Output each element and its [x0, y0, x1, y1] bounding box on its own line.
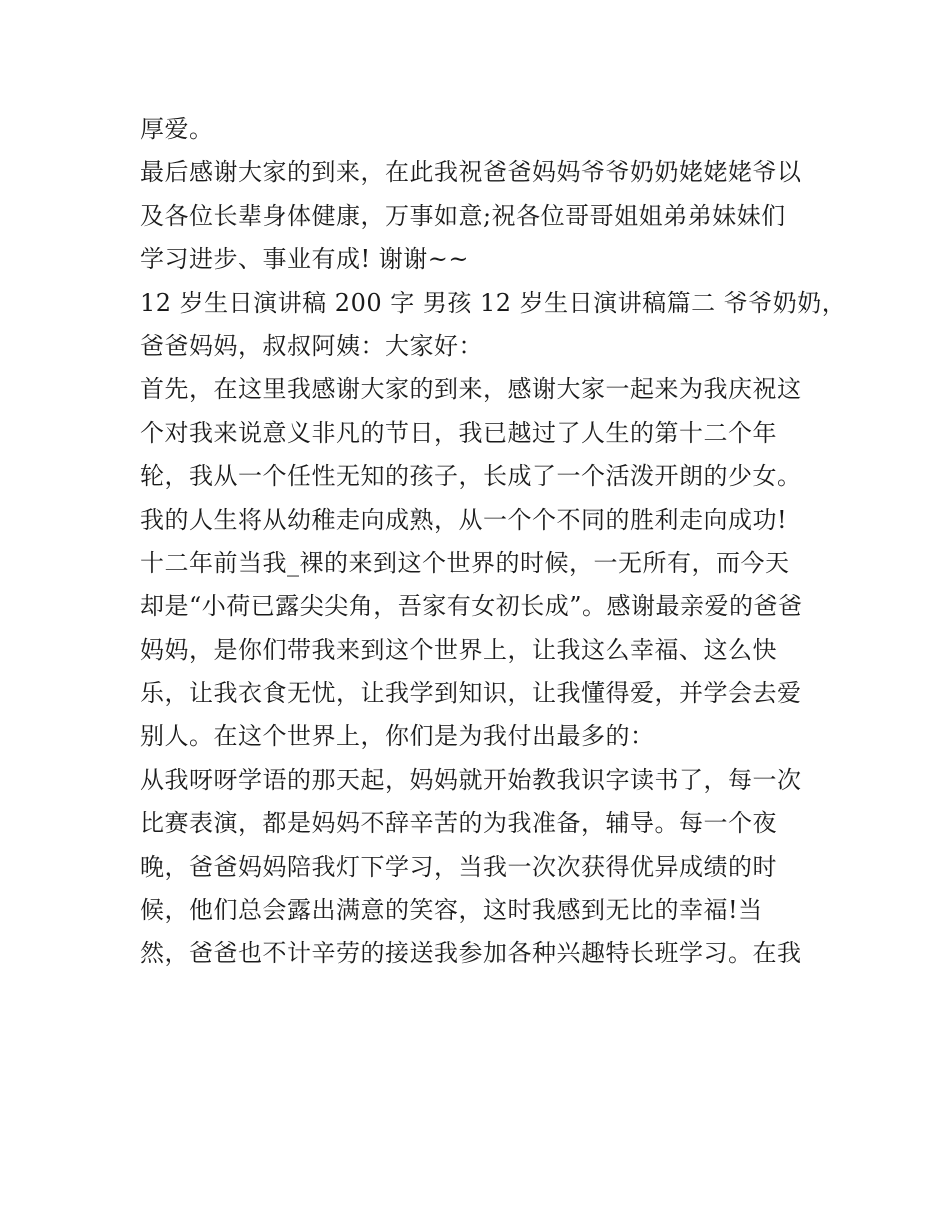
text-line: 比赛表演，都是妈妈不辞辛苦的为我准备，辅导。每一个夜 [140, 809, 777, 838]
text-line: 学习进步、事业有成! 谢谢~~ [140, 245, 469, 274]
text-line: 轮，我从一个任性无知的孩子，长成了一个活泼开朗的少女。 [140, 462, 802, 491]
text-line: 晚，爸爸妈妈陪我灯下学习，当我一次次获得优异成绩的时 [140, 852, 777, 881]
text-line: 最后感谢大家的到来，在此我祝爸爸妈妈爷爷奶奶姥姥姥爷以 [140, 158, 802, 187]
document-body [140, 108, 847, 976]
text-line: 别人。在这个世界上，你们是为我付出最多的： [140, 722, 655, 751]
text-line: 乐，让我衣食无忧，让我学到知识，让我懂得爱，并学会去爱 [140, 679, 802, 708]
text-line: 我的人生将从幼稚走向成熟，从一个个不同的胜利走向成功! [140, 505, 788, 534]
text-line: 个对我来说意义非凡的节日，我已越过了人生的第十二个年 [140, 418, 777, 447]
text-line: 及各位长辈身体健康，万事如意;祝各位哥哥姐姐弟弟妹妹们 [140, 201, 786, 230]
text-line: 候，他们总会露出满意的笑容，这时我感到无比的幸福!当 [140, 896, 763, 925]
text-line: 从我呀呀学语的那天起，妈妈就开始教我识字读书了，每一次 [140, 765, 802, 794]
text-line: 十二年前当我_裸的来到这个世界的时候，一无所有，而今天 [140, 548, 790, 577]
text-line: 爸爸妈妈，叔叔阿姨：大家好： [140, 331, 483, 360]
text-line: 然，爸爸也不计辛劳的接送我参加各种兴趣特长班学习。在我 [140, 939, 802, 968]
text-line: 厚爱。 [140, 115, 214, 143]
text-line: 12 岁生日演讲稿 200 字 男孩 12 岁生日演讲稿篇二 爷爷奶奶， [140, 288, 847, 317]
text-line: 妈妈，是你们带我来到这个世界上，让我这么幸福、这么快 [140, 635, 777, 664]
text-line: 首先，在这里我感谢大家的到来，感谢大家一起来为我庆祝这 [140, 375, 802, 404]
text-line: 却是“小荷已露尖尖角，吾家有女初长成”。感谢最亲爱的爸爸 [140, 592, 803, 621]
